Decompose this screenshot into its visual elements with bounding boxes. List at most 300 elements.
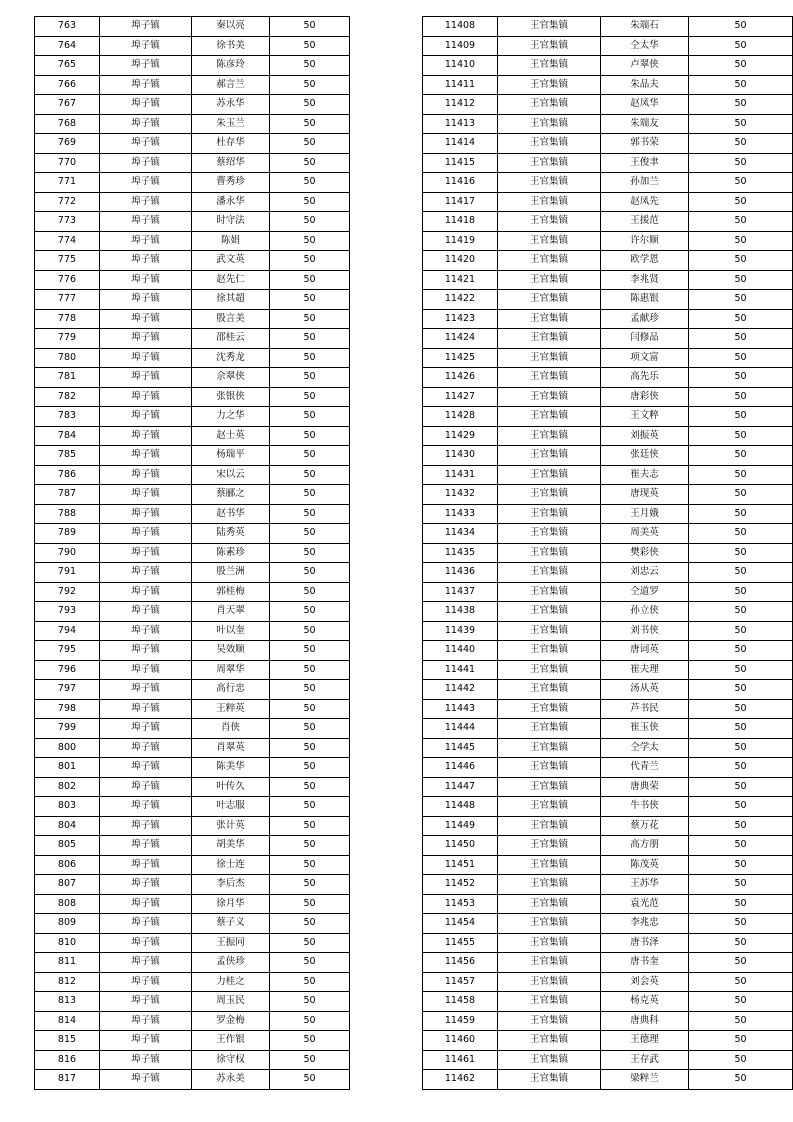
town-cell: 埠子镇 — [100, 855, 192, 875]
name-cell: 袁光范 — [601, 894, 689, 914]
amount-cell: 50 — [270, 836, 350, 856]
amount-cell: 50 — [270, 153, 350, 173]
name-cell: 力桂之 — [192, 972, 270, 992]
seq-cell: 11410 — [423, 56, 498, 76]
name-cell: 高行忠 — [192, 680, 270, 700]
seq-cell: 11414 — [423, 134, 498, 154]
seq-cell: 777 — [35, 290, 100, 310]
amount-cell: 50 — [689, 680, 793, 700]
seq-cell: 11437 — [423, 582, 498, 602]
town-cell: 埠子镇 — [100, 114, 192, 134]
table-row — [35, 894, 350, 914]
name-cell: 许尔顺 — [601, 231, 689, 251]
amount-cell: 50 — [270, 894, 350, 914]
table-row — [35, 563, 350, 583]
name-cell: 李兆忠 — [601, 914, 689, 934]
amount-cell: 50 — [270, 17, 350, 37]
amount-cell: 50 — [689, 1011, 793, 1031]
table-row — [423, 563, 793, 583]
name-cell: 叶传久 — [192, 777, 270, 797]
town-cell: 埠子镇 — [100, 738, 192, 758]
town-cell: 埠子镇 — [100, 680, 192, 700]
table-row — [423, 758, 793, 778]
table-row — [35, 231, 350, 251]
name-cell: 朱玉兰 — [192, 114, 270, 134]
table-row — [35, 56, 350, 76]
town-cell: 埠子镇 — [100, 485, 192, 505]
name-cell: 肖翠英 — [192, 738, 270, 758]
town-cell: 王官集镇 — [498, 504, 601, 524]
name-cell: 王作银 — [192, 1031, 270, 1051]
seq-cell: 775 — [35, 251, 100, 271]
seq-cell: 803 — [35, 797, 100, 817]
name-cell: 王援范 — [601, 212, 689, 232]
table-row — [423, 485, 793, 505]
town-cell: 王官集镇 — [498, 153, 601, 173]
town-cell: 埠子镇 — [100, 816, 192, 836]
amount-cell: 50 — [270, 777, 350, 797]
amount-cell: 50 — [270, 368, 350, 388]
seq-cell: 11457 — [423, 972, 498, 992]
table-row — [35, 309, 350, 329]
amount-cell: 50 — [689, 914, 793, 934]
seq-cell: 815 — [35, 1031, 100, 1051]
seq-cell: 11449 — [423, 816, 498, 836]
table-row — [423, 192, 793, 212]
seq-cell: 790 — [35, 543, 100, 563]
seq-cell: 796 — [35, 660, 100, 680]
name-cell: 徐其超 — [192, 290, 270, 310]
seq-cell: 766 — [35, 75, 100, 95]
town-cell: 王官集镇 — [498, 446, 601, 466]
town-cell: 王官集镇 — [498, 17, 601, 37]
name-cell: 王粹英 — [192, 699, 270, 719]
name-cell: 吴效顺 — [192, 641, 270, 661]
seq-cell: 11445 — [423, 738, 498, 758]
amount-cell: 50 — [270, 485, 350, 505]
town-cell: 埠子镇 — [100, 543, 192, 563]
town-cell: 王官集镇 — [498, 875, 601, 895]
table-row — [423, 933, 793, 953]
seq-cell: 11416 — [423, 173, 498, 193]
amount-cell: 50 — [689, 465, 793, 485]
amount-cell: 50 — [270, 914, 350, 934]
town-cell: 埠子镇 — [100, 465, 192, 485]
table-row — [35, 660, 350, 680]
table-row — [35, 758, 350, 778]
amount-cell: 50 — [689, 992, 793, 1012]
amount-cell: 50 — [689, 426, 793, 446]
seq-cell: 11448 — [423, 797, 498, 817]
table-row — [35, 1050, 350, 1070]
name-cell: 蔡郦之 — [192, 485, 270, 505]
seq-cell: 769 — [35, 134, 100, 154]
name-cell: 蔡子义 — [192, 914, 270, 934]
town-cell: 王官集镇 — [498, 212, 601, 232]
table-row — [35, 816, 350, 836]
amount-cell: 50 — [270, 56, 350, 76]
table-row — [35, 680, 350, 700]
amount-cell: 50 — [270, 192, 350, 212]
amount-cell: 50 — [689, 1050, 793, 1070]
table-row — [423, 153, 793, 173]
table-row — [35, 153, 350, 173]
amount-cell: 50 — [270, 816, 350, 836]
town-cell: 王官集镇 — [498, 972, 601, 992]
name-cell: 汤从英 — [601, 680, 689, 700]
town-cell: 王官集镇 — [498, 1031, 601, 1051]
name-cell: 芦书民 — [601, 699, 689, 719]
town-cell: 王官集镇 — [498, 621, 601, 641]
town-cell: 王官集镇 — [498, 251, 601, 271]
amount-cell: 50 — [689, 407, 793, 427]
name-cell: 仝学太 — [601, 738, 689, 758]
seq-cell: 11461 — [423, 1050, 498, 1070]
table-row — [423, 1031, 793, 1051]
town-cell: 王官集镇 — [498, 426, 601, 446]
seq-cell: 807 — [35, 875, 100, 895]
amount-cell: 50 — [689, 621, 793, 641]
town-cell: 埠子镇 — [100, 972, 192, 992]
town-cell: 埠子镇 — [100, 875, 192, 895]
seq-cell: 805 — [35, 836, 100, 856]
table-row — [35, 387, 350, 407]
name-cell: 蔡万花 — [601, 816, 689, 836]
table-row — [35, 914, 350, 934]
amount-cell: 50 — [270, 1031, 350, 1051]
town-cell: 王官集镇 — [498, 290, 601, 310]
table-row — [35, 95, 350, 115]
seq-cell: 800 — [35, 738, 100, 758]
seq-cell: 780 — [35, 348, 100, 368]
seq-cell: 770 — [35, 153, 100, 173]
amount-cell: 50 — [270, 563, 350, 583]
seq-cell: 11433 — [423, 504, 498, 524]
town-cell: 埠子镇 — [100, 134, 192, 154]
amount-cell: 50 — [689, 348, 793, 368]
table-row — [423, 426, 793, 446]
name-cell: 苏永华 — [192, 95, 270, 115]
seq-cell: 11415 — [423, 153, 498, 173]
name-cell: 徐士连 — [192, 855, 270, 875]
seq-cell: 808 — [35, 894, 100, 914]
name-cell: 牛书侠 — [601, 797, 689, 817]
town-cell: 王官集镇 — [498, 953, 601, 973]
amount-cell: 50 — [270, 758, 350, 778]
name-cell: 王文粹 — [601, 407, 689, 427]
right-table-body — [423, 17, 793, 1090]
amount-cell: 50 — [270, 446, 350, 466]
town-cell: 王官集镇 — [498, 836, 601, 856]
name-cell: 肖天翠 — [192, 602, 270, 622]
amount-cell: 50 — [270, 95, 350, 115]
amount-cell: 50 — [689, 231, 793, 251]
name-cell: 武文英 — [192, 251, 270, 271]
town-cell: 王官集镇 — [498, 680, 601, 700]
name-cell: 张廷侠 — [601, 446, 689, 466]
seq-cell: 11460 — [423, 1031, 498, 1051]
name-cell: 沈秀龙 — [192, 348, 270, 368]
town-cell: 王官集镇 — [498, 894, 601, 914]
seq-cell: 779 — [35, 329, 100, 349]
table-row — [423, 173, 793, 193]
amount-cell: 50 — [689, 816, 793, 836]
name-cell: 张银侠 — [192, 387, 270, 407]
table-row — [35, 582, 350, 602]
table-row — [35, 290, 350, 310]
seq-cell: 11430 — [423, 446, 498, 466]
table-row — [423, 1011, 793, 1031]
amount-cell: 50 — [689, 387, 793, 407]
name-cell: 陆秀英 — [192, 524, 270, 544]
seq-cell: 783 — [35, 407, 100, 427]
amount-cell: 50 — [270, 1070, 350, 1090]
town-cell: 王官集镇 — [498, 114, 601, 134]
town-cell: 埠子镇 — [100, 290, 192, 310]
town-cell: 埠子镇 — [100, 17, 192, 37]
name-cell: 李兆贤 — [601, 270, 689, 290]
name-cell: 胡美华 — [192, 836, 270, 856]
name-cell: 杨克英 — [601, 992, 689, 1012]
town-cell: 埠子镇 — [100, 251, 192, 271]
table-row — [423, 504, 793, 524]
name-cell: 刘振英 — [601, 426, 689, 446]
amount-cell: 50 — [689, 17, 793, 37]
seq-cell: 11417 — [423, 192, 498, 212]
amount-cell: 50 — [689, 1070, 793, 1090]
town-cell: 埠子镇 — [100, 56, 192, 76]
name-cell: 唐典科 — [601, 1011, 689, 1031]
town-cell: 王官集镇 — [498, 270, 601, 290]
town-cell: 王官集镇 — [498, 368, 601, 388]
town-cell: 王官集镇 — [498, 660, 601, 680]
seq-cell: 798 — [35, 699, 100, 719]
seq-cell: 771 — [35, 173, 100, 193]
amount-cell: 50 — [689, 543, 793, 563]
table-row — [423, 75, 793, 95]
town-cell: 王官集镇 — [498, 719, 601, 739]
table-row — [423, 348, 793, 368]
town-cell: 埠子镇 — [100, 329, 192, 349]
town-cell: 王官集镇 — [498, 231, 601, 251]
name-cell: 陈彦玲 — [192, 56, 270, 76]
seq-cell: 11429 — [423, 426, 498, 446]
amount-cell: 50 — [270, 719, 350, 739]
town-cell: 埠子镇 — [100, 1011, 192, 1031]
seq-cell: 11428 — [423, 407, 498, 427]
seq-cell: 11435 — [423, 543, 498, 563]
name-cell: 徐守权 — [192, 1050, 270, 1070]
table-row — [35, 543, 350, 563]
seq-cell: 11423 — [423, 309, 498, 329]
name-cell: 曹秀珍 — [192, 173, 270, 193]
name-cell: 崔夫志 — [601, 465, 689, 485]
name-cell: 潘永华 — [192, 192, 270, 212]
town-cell: 埠子镇 — [100, 407, 192, 427]
amount-cell: 50 — [689, 134, 793, 154]
name-cell: 唐典荣 — [601, 777, 689, 797]
table-row — [35, 75, 350, 95]
amount-cell: 50 — [270, 524, 350, 544]
seq-cell: 792 — [35, 582, 100, 602]
table-row — [35, 953, 350, 973]
amount-cell: 50 — [270, 953, 350, 973]
amount-cell: 50 — [270, 251, 350, 271]
amount-cell: 50 — [689, 329, 793, 349]
table-row — [423, 270, 793, 290]
seq-cell: 11438 — [423, 602, 498, 622]
table-row — [423, 660, 793, 680]
town-cell: 王官集镇 — [498, 56, 601, 76]
town-cell: 埠子镇 — [100, 1031, 192, 1051]
table-row — [35, 797, 350, 817]
name-cell: 王月娥 — [601, 504, 689, 524]
town-cell: 埠子镇 — [100, 270, 192, 290]
amount-cell: 50 — [689, 855, 793, 875]
name-cell: 朱品夫 — [601, 75, 689, 95]
table-row — [35, 426, 350, 446]
table-row — [423, 992, 793, 1012]
name-cell: 张计英 — [192, 816, 270, 836]
name-cell: 陈惠银 — [601, 290, 689, 310]
seq-cell: 767 — [35, 95, 100, 115]
town-cell: 王官集镇 — [498, 329, 601, 349]
name-cell: 赵先仁 — [192, 270, 270, 290]
town-cell: 埠子镇 — [100, 621, 192, 641]
amount-cell: 50 — [270, 407, 350, 427]
amount-cell: 50 — [689, 602, 793, 622]
table-row — [35, 1070, 350, 1090]
seq-cell: 11443 — [423, 699, 498, 719]
seq-cell: 810 — [35, 933, 100, 953]
seq-cell: 794 — [35, 621, 100, 641]
seq-cell: 11418 — [423, 212, 498, 232]
right-table — [422, 16, 793, 1090]
table-row — [423, 309, 793, 329]
table-row — [423, 368, 793, 388]
table-row — [35, 777, 350, 797]
town-cell: 埠子镇 — [100, 777, 192, 797]
town-cell: 王官集镇 — [498, 699, 601, 719]
town-cell: 埠子镇 — [100, 719, 192, 739]
name-cell: 王存武 — [601, 1050, 689, 1070]
amount-cell: 50 — [270, 387, 350, 407]
table-row — [423, 621, 793, 641]
town-cell: 埠子镇 — [100, 153, 192, 173]
amount-cell: 50 — [270, 797, 350, 817]
name-cell: 力之华 — [192, 407, 270, 427]
name-cell: 唐彩侠 — [601, 387, 689, 407]
amount-cell: 50 — [270, 602, 350, 622]
name-cell: 赵凤先 — [601, 192, 689, 212]
town-cell: 埠子镇 — [100, 894, 192, 914]
table-row — [35, 972, 350, 992]
town-cell: 王官集镇 — [498, 543, 601, 563]
name-cell: 王苏华 — [601, 875, 689, 895]
amount-cell: 50 — [270, 114, 350, 134]
amount-cell: 50 — [689, 524, 793, 544]
name-cell: 唐词英 — [601, 641, 689, 661]
town-cell: 王官集镇 — [498, 777, 601, 797]
seq-cell: 11420 — [423, 251, 498, 271]
table-row — [35, 836, 350, 856]
seq-cell: 814 — [35, 1011, 100, 1031]
table-row — [35, 641, 350, 661]
amount-cell: 50 — [270, 543, 350, 563]
seq-cell: 773 — [35, 212, 100, 232]
town-cell: 王官集镇 — [498, 309, 601, 329]
town-cell: 埠子镇 — [100, 953, 192, 973]
town-cell: 王官集镇 — [498, 933, 601, 953]
table-row — [423, 212, 793, 232]
amount-cell: 50 — [270, 504, 350, 524]
table-row — [35, 270, 350, 290]
table-row — [35, 36, 350, 56]
town-cell: 埠子镇 — [100, 173, 192, 193]
name-cell: 孙立侠 — [601, 602, 689, 622]
amount-cell: 50 — [689, 933, 793, 953]
seq-cell: 804 — [35, 816, 100, 836]
table-row — [35, 602, 350, 622]
table-row — [423, 36, 793, 56]
town-cell: 埠子镇 — [100, 212, 192, 232]
town-cell: 王官集镇 — [498, 75, 601, 95]
amount-cell: 50 — [689, 173, 793, 193]
amount-cell: 50 — [270, 309, 350, 329]
name-cell: 卢翠侠 — [601, 56, 689, 76]
seq-cell: 11441 — [423, 660, 498, 680]
name-cell: 仝道罗 — [601, 582, 689, 602]
town-cell: 王官集镇 — [498, 641, 601, 661]
seq-cell: 785 — [35, 446, 100, 466]
amount-cell: 50 — [689, 192, 793, 212]
seq-cell: 763 — [35, 17, 100, 37]
table-row — [35, 933, 350, 953]
town-cell: 埠子镇 — [100, 1050, 192, 1070]
table-row — [423, 465, 793, 485]
table-row — [35, 173, 350, 193]
table-row — [35, 875, 350, 895]
amount-cell: 50 — [689, 251, 793, 271]
amount-cell: 50 — [270, 875, 350, 895]
town-cell: 埠子镇 — [100, 368, 192, 388]
table-row — [35, 738, 350, 758]
table-row — [423, 738, 793, 758]
amount-cell: 50 — [270, 465, 350, 485]
name-cell: 赵书华 — [192, 504, 270, 524]
name-cell: 周玉民 — [192, 992, 270, 1012]
table-row — [35, 368, 350, 388]
town-cell: 王官集镇 — [498, 407, 601, 427]
amount-cell: 50 — [270, 134, 350, 154]
left-table-body — [35, 17, 350, 1090]
name-cell: 邵桂云 — [192, 329, 270, 349]
seq-cell: 812 — [35, 972, 100, 992]
seq-cell: 11454 — [423, 914, 498, 934]
town-cell: 埠子镇 — [100, 933, 192, 953]
seq-cell: 797 — [35, 680, 100, 700]
seq-cell: 11431 — [423, 465, 498, 485]
town-cell: 王官集镇 — [498, 992, 601, 1012]
town-cell: 王官集镇 — [498, 563, 601, 583]
table-row — [423, 680, 793, 700]
amount-cell: 50 — [689, 95, 793, 115]
town-cell: 埠子镇 — [100, 192, 192, 212]
name-cell: 罗金梅 — [192, 1011, 270, 1031]
table-row — [423, 914, 793, 934]
seq-cell: 787 — [35, 485, 100, 505]
town-cell: 王官集镇 — [498, 758, 601, 778]
